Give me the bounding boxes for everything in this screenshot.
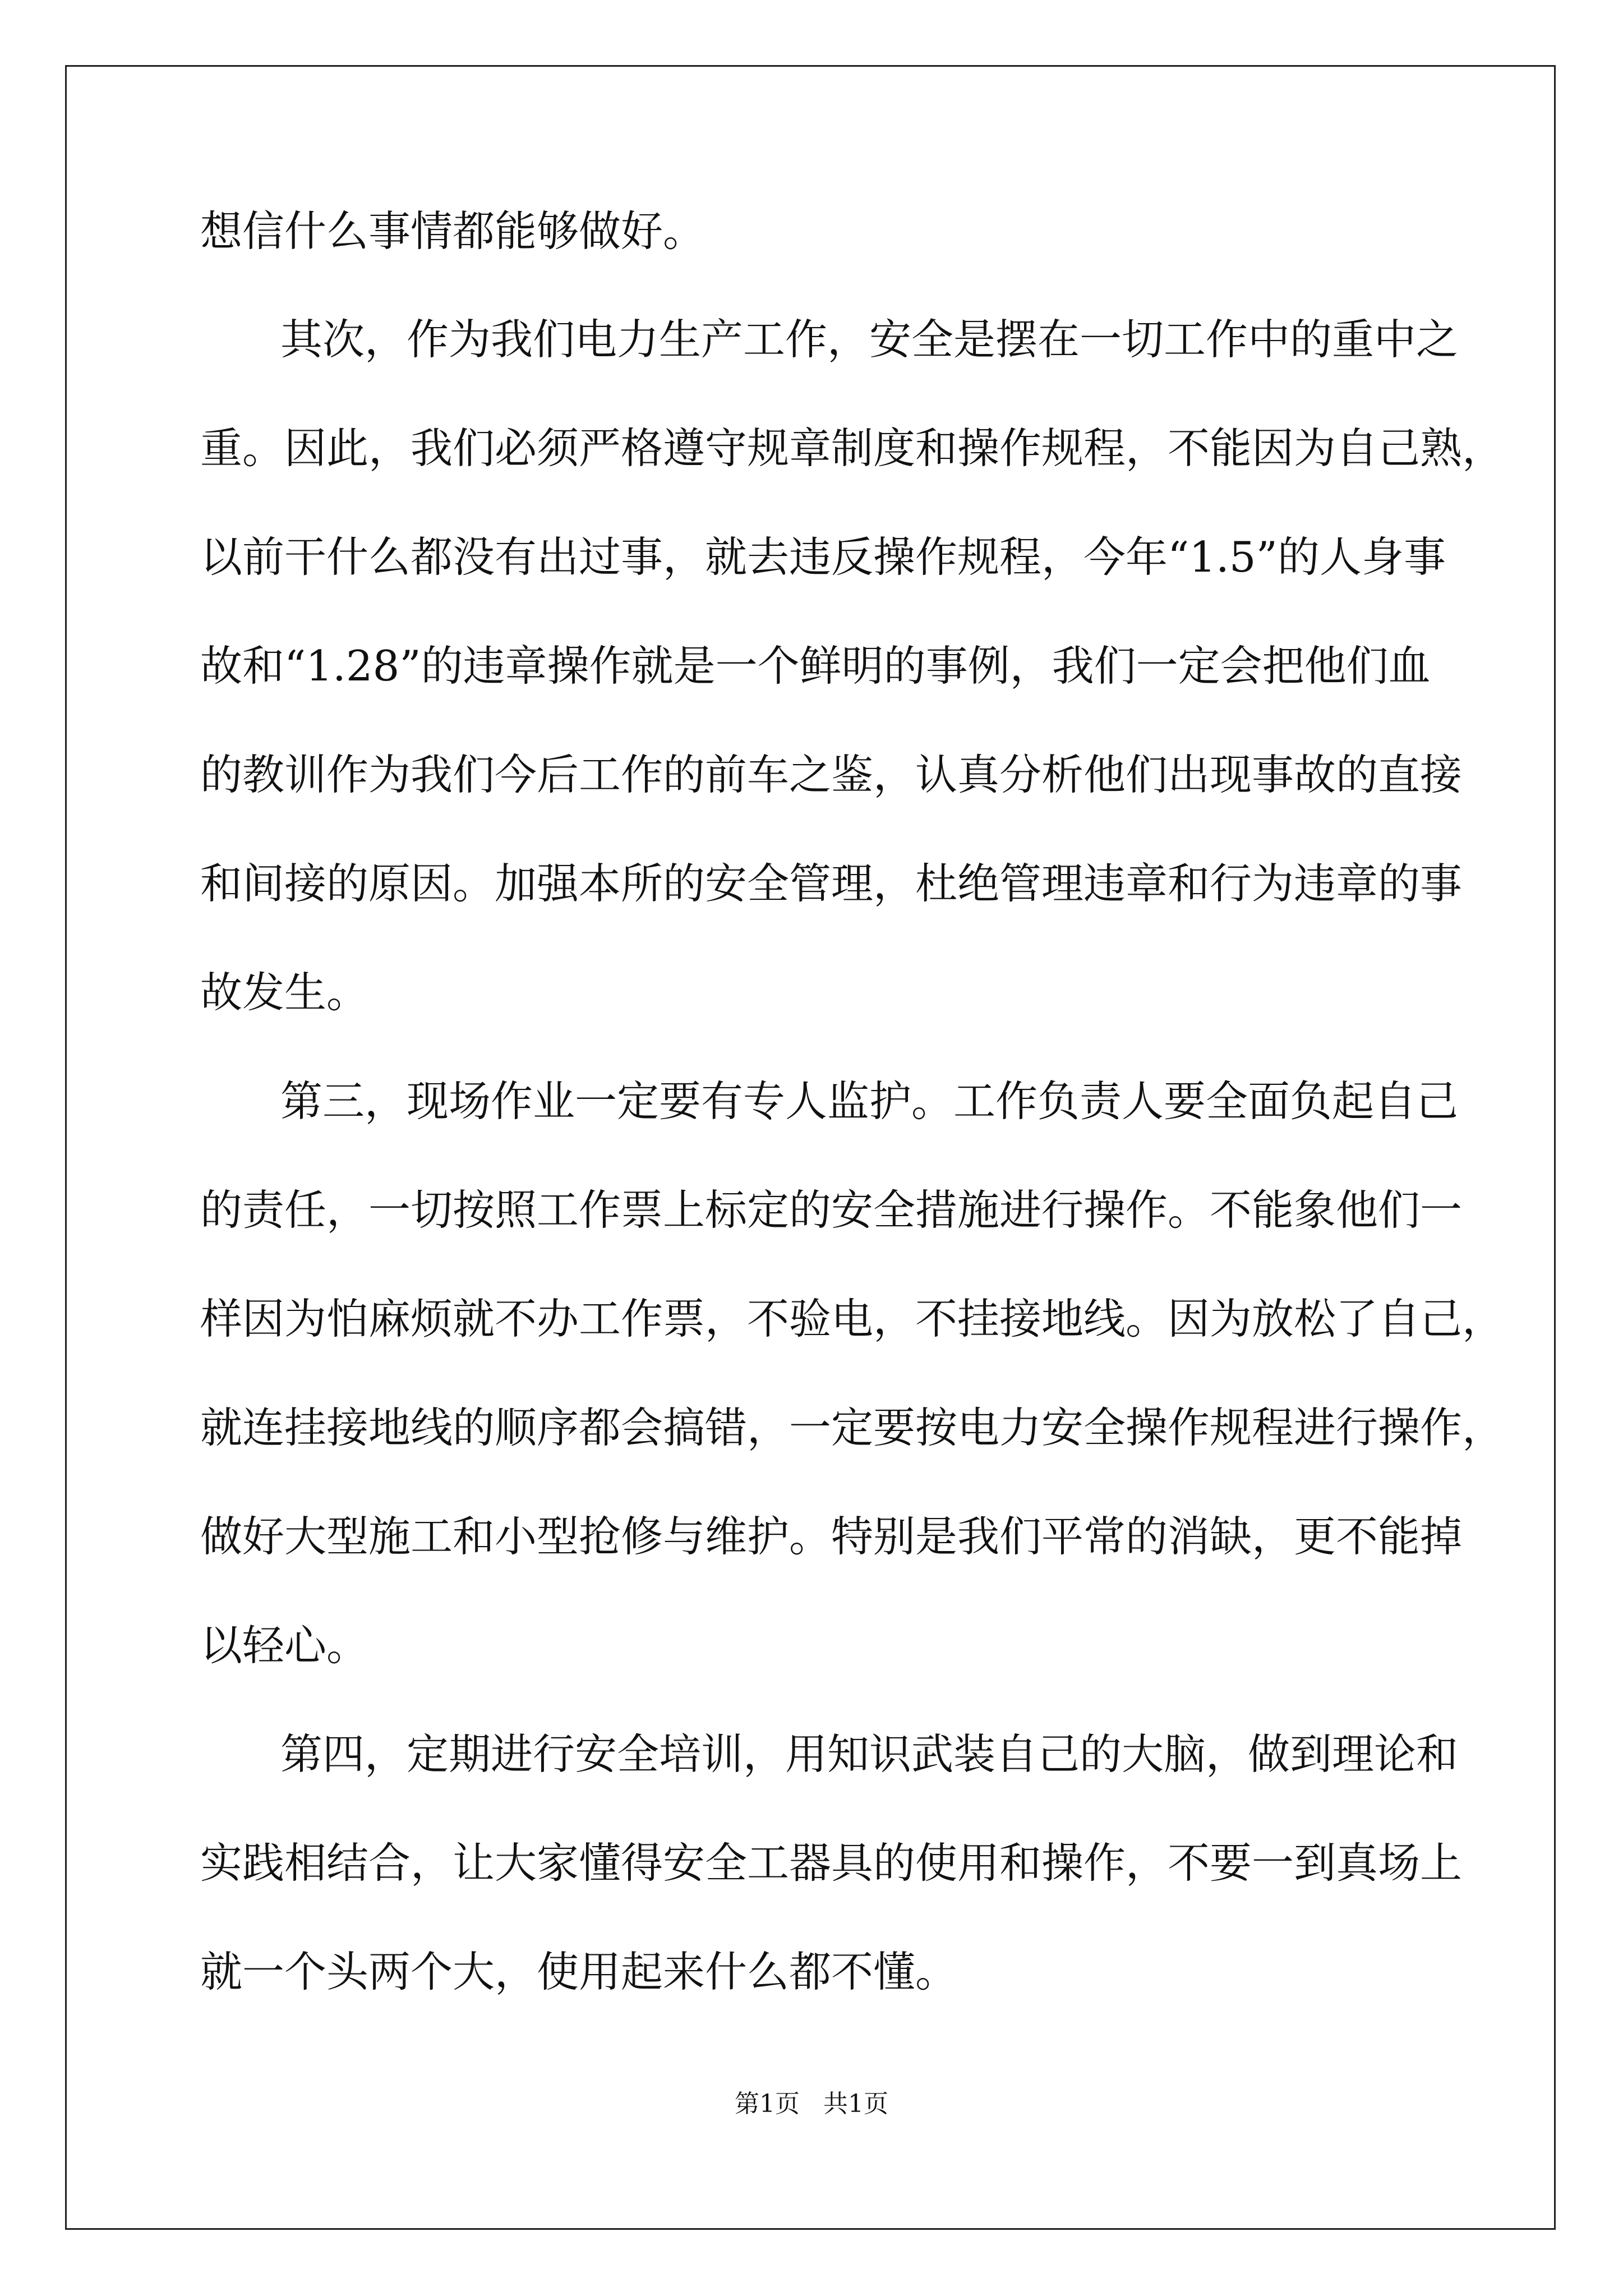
text-line: 和间接的原因。加强本所的安全管理，杜绝管理违章和行为违章的事	[200, 859, 1463, 908]
text-line: 就连挂接地线的顺序都会搞错，一定要按电力安全操作规程进行操作，	[200, 1403, 1505, 1452]
text-line: 其次，作为我们电力生产工作，安全是摆在一切工作中的重中之	[280, 315, 1459, 364]
text-line: 重。因此，我们必须严格遵守规章制度和操作规程，不能因为自己熟，	[200, 424, 1505, 473]
page-number: 第1页 共1页	[735, 2090, 888, 2118]
text-line: 想信什么事情都能够做好。	[200, 206, 706, 256]
text-line: 第四，定期进行安全培训，用知识武装自己的大脑，做到理论和	[280, 1729, 1459, 1779]
text-line: 第三，现场作业一定要有专人监护。工作负责人要全面负起自己	[280, 1076, 1459, 1126]
text-line: 故和“1.28”的违章操作就是一个鲜明的事例，我们一定会把他们血	[200, 641, 1431, 691]
text-line: 以轻心。	[200, 1621, 369, 1670]
text-line: 的教训作为我们今后工作的前车之鉴，认真分析他们出现事故的直接	[200, 750, 1463, 799]
text-line: 的责任，一切按照工作票上标定的安全措施进行操作。不能象他们一	[200, 1185, 1463, 1235]
text-line: 就一个头两个大，使用起来什么都不懂。	[200, 1947, 958, 1996]
text-line: 实践相结合，让大家懂得安全工器具的使用和操作，不要一到真场上	[200, 1838, 1463, 1888]
text-line: 故发生。	[200, 968, 369, 1017]
text-line: 样因为怕麻烦就不办工作票，不验电，不挂接地线。因为放松了自己，	[200, 1294, 1505, 1343]
text-line: 以前干什么都没有出过事，就去违反操作规程，今年“1.5”的人身事	[200, 532, 1446, 582]
page-border	[65, 65, 1556, 2230]
text-line: 做好大型施工和小型抢修与维护。特别是我们平常的消缺，更不能掉	[200, 1512, 1463, 1561]
